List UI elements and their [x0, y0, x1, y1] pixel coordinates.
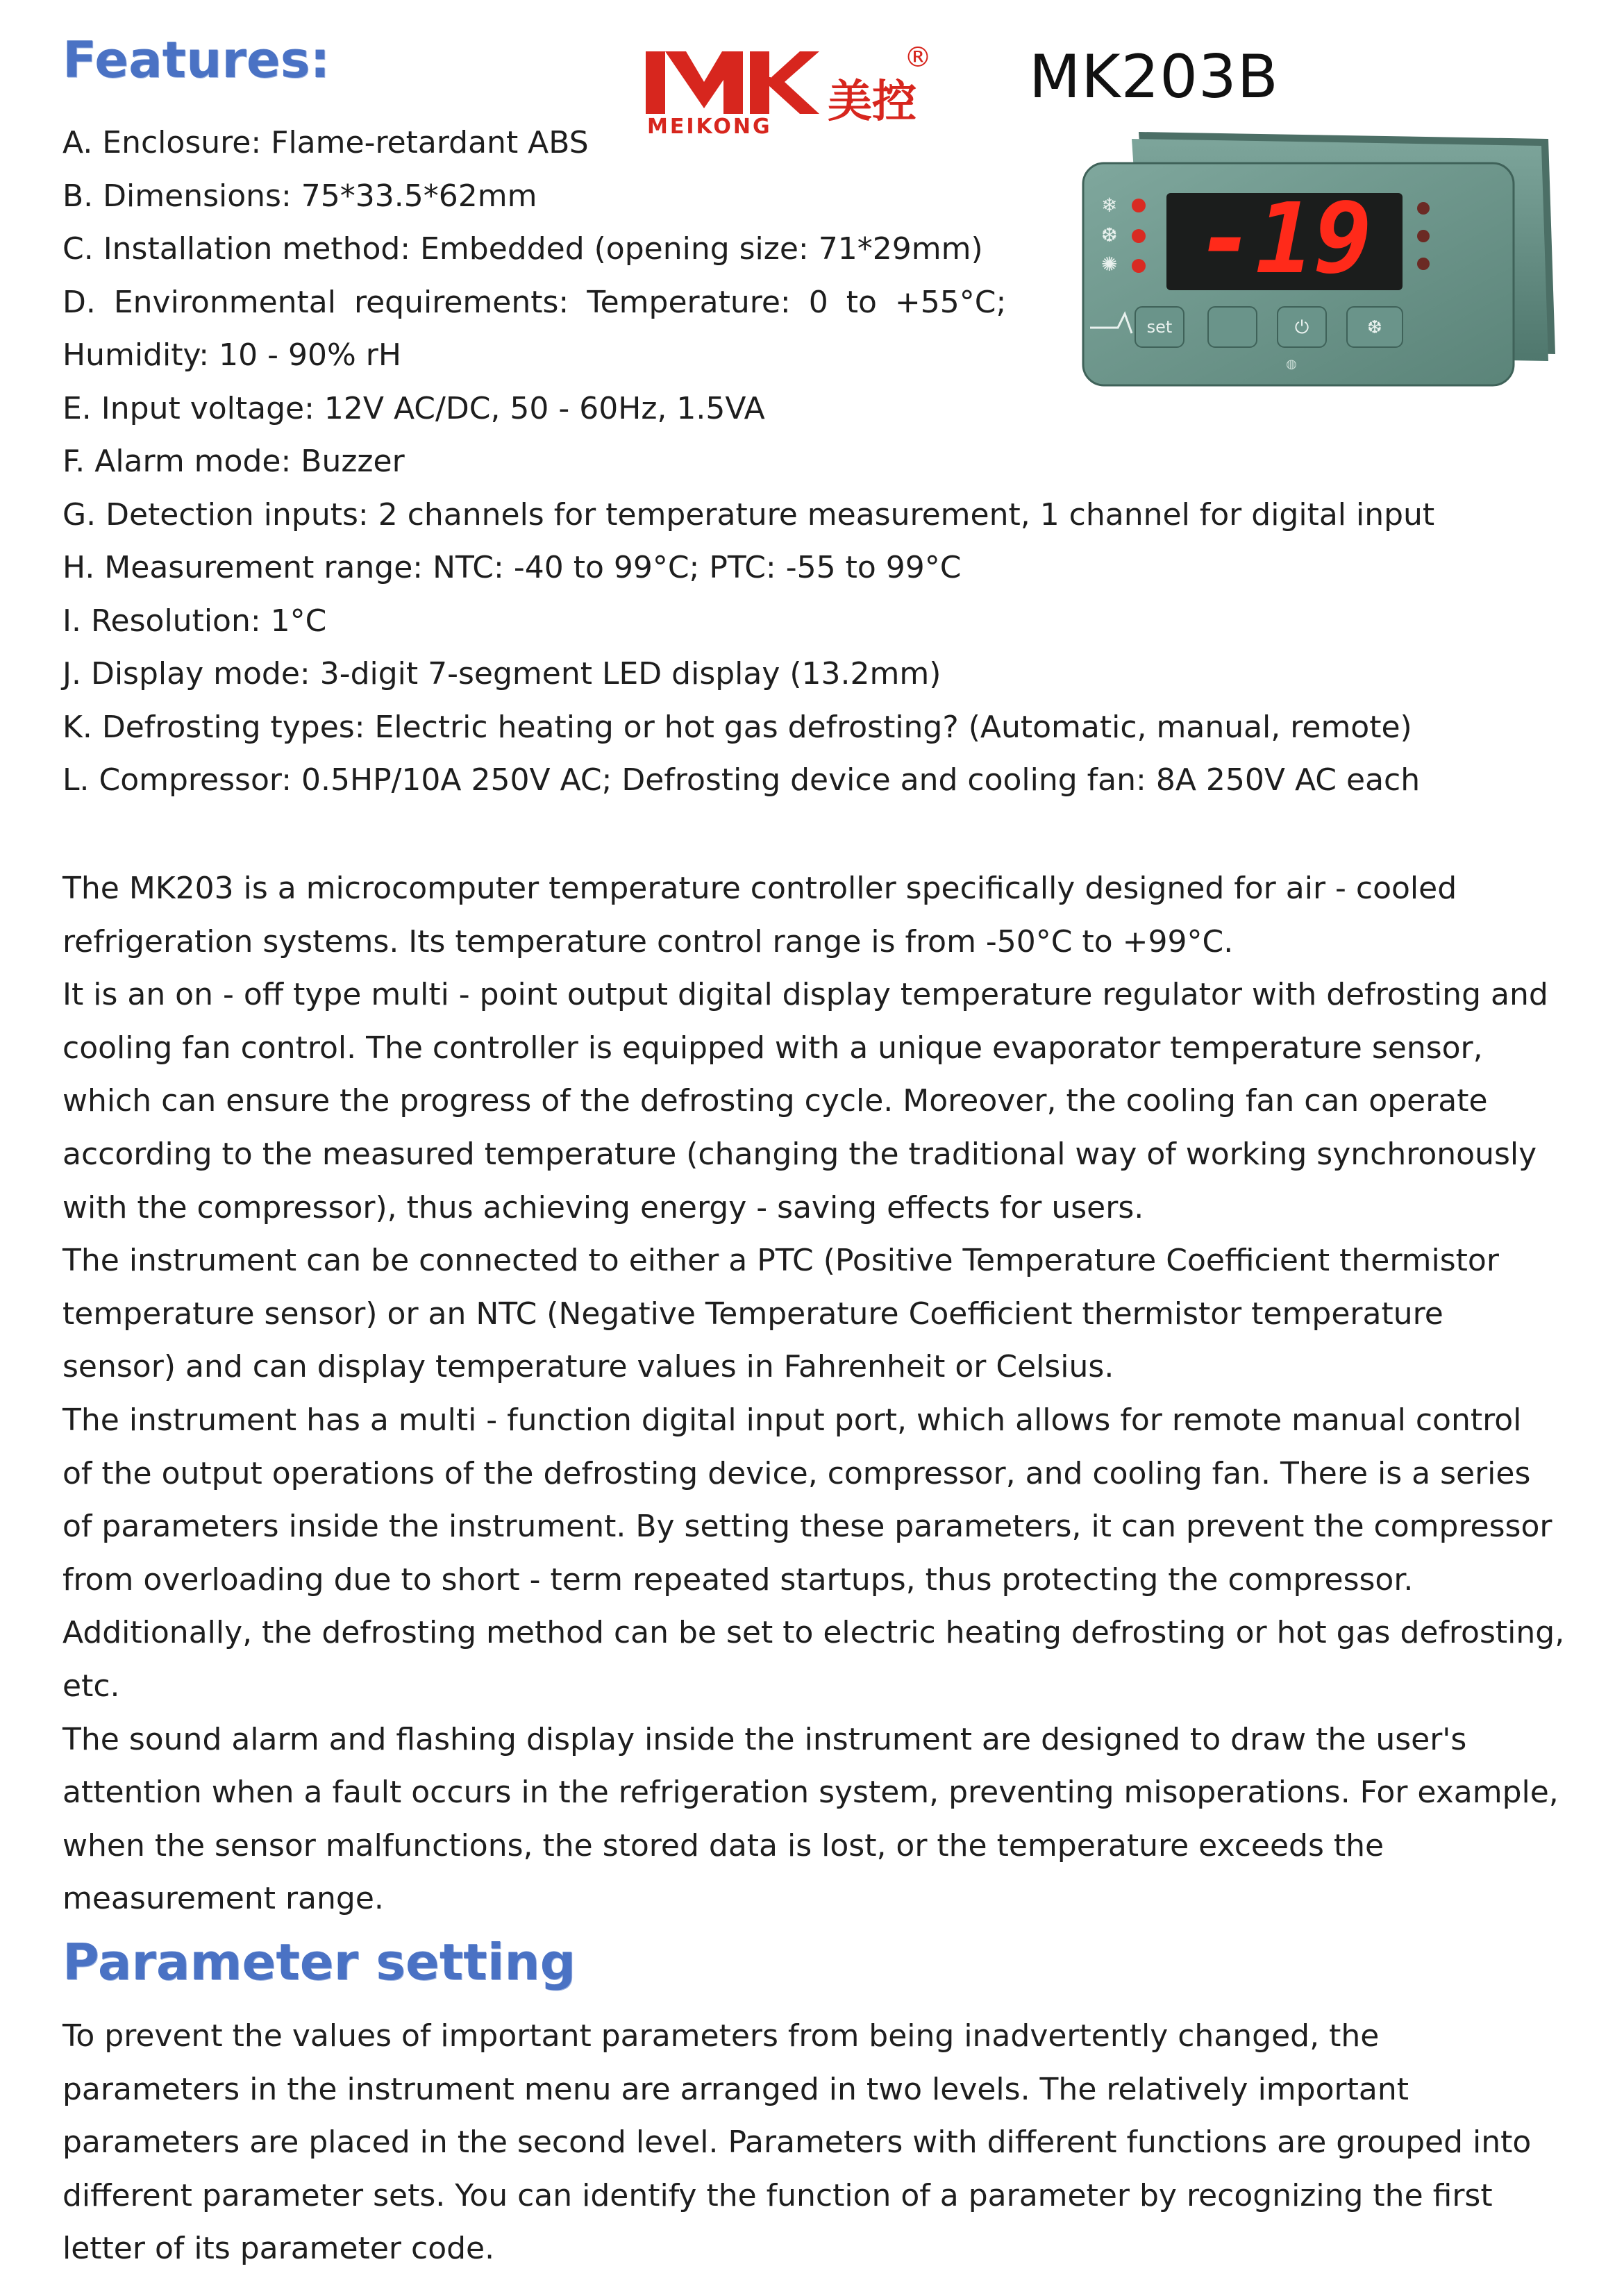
defrost-button-icon: ❆	[1367, 317, 1382, 338]
description-line: refrigeration systems. Its temperature control range is from -50°C to +99°C.	[62, 923, 1234, 960]
registered-mark: ®	[904, 42, 932, 74]
parameter-line: letter of its parameter code.	[62, 2231, 495, 2267]
parameter-line: different parameter sets. You can identify the function of a parameter by recognizing the first	[62, 2177, 1493, 2213]
defrost-icon: ❆	[1101, 224, 1118, 246]
description-line: temperature sensor) or an NTC (Negative Temperature Coefficient thermistor temperature	[62, 1296, 1443, 1332]
description-line: from overloading due to short - term repeated startups, thus protecting the compressor.	[62, 1561, 1414, 1598]
features-heading: Features:	[62, 31, 330, 89]
description-line: sensor) and can display temperature values in Fahrenheit or Celsius.	[62, 1349, 1114, 1385]
feature-item: B. Dimensions: 75*33.5*62mm	[62, 178, 537, 214]
description-line: according to the measured temperature (changing the traditional way of working synchronously	[62, 1136, 1537, 1172]
feature-item: H. Measurement range: NTC: -40 to 99°C; PTC: -55 to 99°C	[62, 550, 962, 585]
feature-item: K. Defrosting types: Electric heating or hot gas defrosting? (Automatic, manual, remote)	[62, 709, 1412, 745]
cert-mark-icon: ◍	[1286, 357, 1297, 371]
parameter-line: parameters are placed in the second level. Parameters with different functions are grouped into	[62, 2125, 1532, 2161]
feature-item: L. Compressor: 0.5HP/10A 250V AC; Defrosting device and cooling fan: 8A 250V AC each	[62, 762, 1421, 798]
description-line: of the output operations of the defrosting device, compressor, and cooling fan. There is a series	[62, 1455, 1531, 1491]
parameter-description	[62, 2010, 1562, 2276]
description-line: The sound alarm and flashing display inside the instrument are designed to draw the user's	[62, 1721, 1467, 1757]
description-line: measurement range.	[62, 1881, 384, 1917]
model-title: MK203B	[1029, 42, 1279, 112]
description-line: The instrument can be connected to either a PTC (Positive Temperature Coefficient thermistor	[62, 1243, 1499, 1279]
brand-chinese: 美控	[828, 76, 916, 128]
set-button-label: set	[1146, 317, 1173, 337]
snowflake-icon: ❄	[1101, 194, 1118, 217]
feature-item: F. Alarm mode: Buzzer	[62, 444, 405, 479]
feature-item: A. Enclosure: Flame-retardant ABS	[62, 125, 589, 160]
parameter-line: parameters in the instrument menu are arranged in two levels. The relatively important	[62, 2071, 1409, 2107]
feature-item: G. Detection inputs: 2 channels for temperature measurement, 1 channel for digital input	[62, 496, 1435, 533]
feature-item: D. Environmental requirements: Temperature: 0 to +55°C;	[62, 284, 1007, 320]
led-display-value: -19	[1196, 183, 1373, 296]
feature-item: E. Input voltage: 12V AC/DC, 50 - 60Hz, 1.5VA	[62, 390, 765, 426]
product-description	[62, 862, 1565, 1926]
description-line: It is an on - off type multi - point output digital display temperature regulator with defrosting and	[62, 977, 1548, 1013]
feature-item: J. Display mode: 3-digit 7-segment LED display (13.2mm)	[62, 656, 941, 692]
description-line: which can ensure the progress of the defrosting cycle. Moreover, the cooling fan can operate	[62, 1083, 1488, 1119]
fan-icon: ✺	[1101, 253, 1118, 276]
features-list	[62, 117, 1555, 807]
feature-item: I. Resolution: 1°C	[62, 603, 327, 639]
description-line: etc.	[62, 1668, 120, 1704]
power-icon: ⏻	[1294, 317, 1309, 338]
description-line: with the compressor), thus achieving energy - saving effects for users.	[62, 1189, 1144, 1225]
brand-name: MEIKONG	[647, 115, 772, 136]
description-line: cooling fan control. The controller is equipped with a unique evaporator temperature sensor,	[62, 1030, 1483, 1066]
description-line: The instrument has a multi - function digital input port, which allows for remote manual control	[62, 1402, 1522, 1438]
description-line: when the sensor malfunctions, the stored data is lost, or the temperature exceeds the	[62, 1827, 1384, 1863]
description-line: The MK203 is a microcomputer temperature controller specifically designed for air - cooled	[62, 871, 1457, 906]
feature-item: Humidity: 10 - 90% rH	[62, 337, 401, 373]
feature-item: C. Installation method: Embedded (opening size: 71*29mm)	[62, 231, 983, 267]
parameter-line: To prevent the values of important parameters from being inadvertently changed, the	[62, 2018, 1380, 2054]
description-line: attention when a fault occurs in the refrigeration system, preventing misoperations. For example,	[62, 1775, 1559, 1811]
description-line: of parameters inside the instrument. By setting these parameters, it can prevent the compressor	[62, 1509, 1552, 1545]
description-line: Additionally, the defrosting method can be set to electric heating defrosting or hot gas defrosting,	[62, 1615, 1565, 1651]
parameter-setting-heading: Parameter setting	[62, 1933, 576, 1991]
